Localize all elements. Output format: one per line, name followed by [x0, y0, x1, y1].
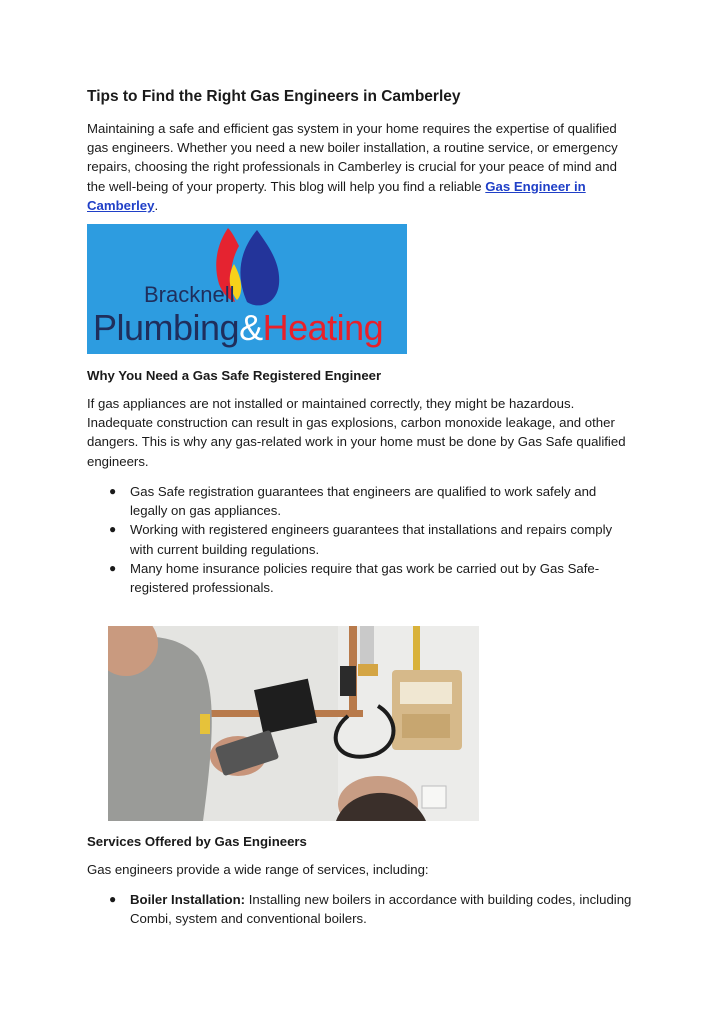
- section-heading-services: Services Offered by Gas Engineers: [87, 834, 307, 849]
- logo-line-bracknell: Bracknell: [144, 282, 235, 307]
- section-heading-gas-safe: Why You Need a Gas Safe Registered Engineer: [87, 368, 382, 383]
- services-bullet-list: [87, 890, 637, 928]
- service-label: Boiler Installation:: [130, 892, 246, 907]
- list-item: ● Gas Safe registration guarantees that engineers are qualified to work safely and legally on gas appliances.: [109, 484, 597, 519]
- logo-word-heating: Heating: [262, 307, 384, 348]
- list-item: ● Many home insurance policies require that gas work be carried out by Gas Safe-registered professionals.: [109, 560, 600, 596]
- services-intro: Gas engineers provide a wide range of services, including:: [87, 862, 429, 877]
- bullet-icon: ●: [109, 522, 117, 537]
- photo-illustration: [108, 626, 479, 821]
- intro-paragraph: [87, 119, 637, 215]
- logo-line-plumbing-heating: [93, 307, 383, 349]
- list-item: [87, 890, 637, 928]
- intro-text: Maintaining a safe and efficient gas system in your home requires the expertise of qualified gas engineers. Whether you need a new boiler installation, a routine service, or emergency repairs, choosing the right professionals in Camberley is crucial for your peace of mind and the well-being of your property. This blog will help you find a reliable: [87, 121, 618, 194]
- bullet-icon: ●: [109, 484, 117, 498]
- service-text: Installing new boilers in accordance with building codes, including Combi, system and conventional boilers.: [130, 892, 632, 927]
- engineer-photo: [108, 626, 479, 821]
- logo-ampersand: &: [239, 307, 263, 348]
- page-title: Tips to Find the Right Gas Engineers in Camberley: [87, 88, 461, 105]
- gas-safe-paragraph: If gas appliances are not installed or maintained correctly, they might be hazardous. Inadequate construction can result in gas explosions, carbon monoxide leakage, and other dangers. This is why any gas-related work in your home must be done by Gas Safe qualified engineers.: [87, 396, 626, 469]
- list-item: ● Working with registered engineers guarantees that installations and repairs comply with current building regulations.: [109, 522, 613, 557]
- logo-word-plumbing: Plumbing: [93, 307, 240, 348]
- company-logo: [87, 224, 407, 354]
- intro-end: .: [154, 197, 159, 213]
- gas-engineer-link[interactable]: Gas Engineer in Camberley: [87, 178, 586, 213]
- bullet-icon: ●: [109, 560, 117, 575]
- gas-safe-bullet-list: [87, 482, 637, 597]
- bullet-icon: ●: [109, 892, 117, 906]
